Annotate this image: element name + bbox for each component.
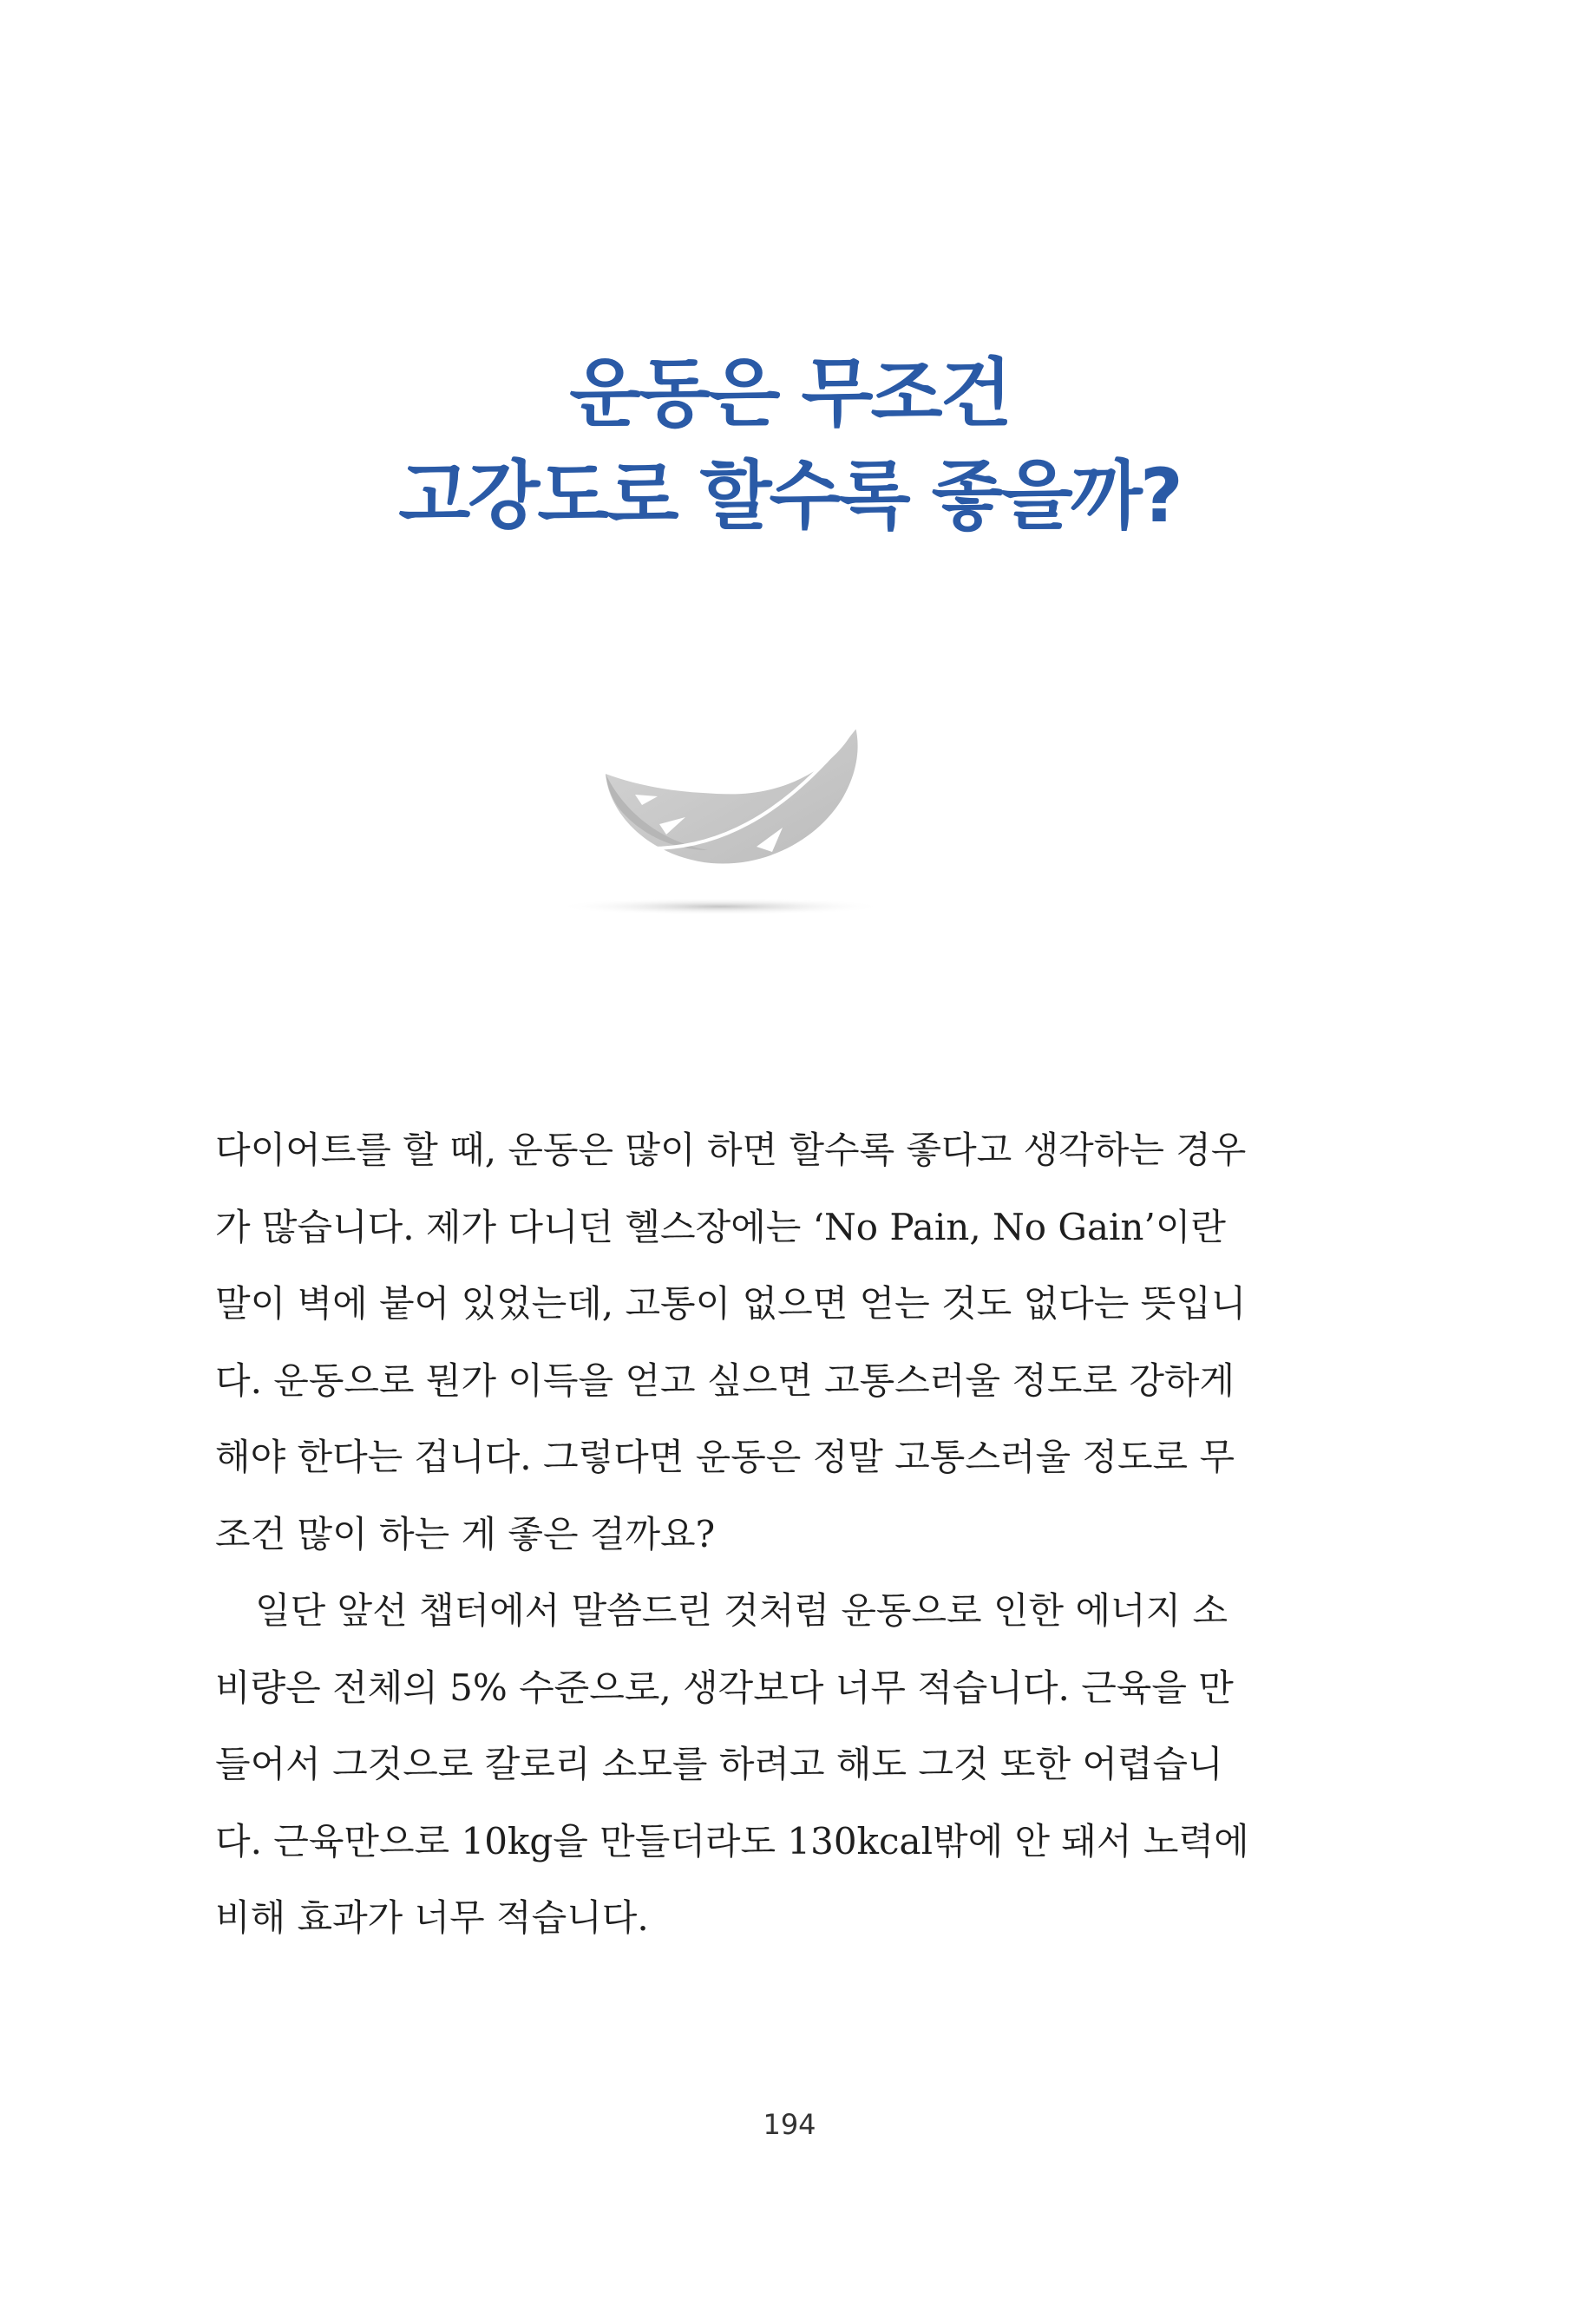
page-number: 194: [763, 2108, 816, 2141]
chapter-title: [0, 343, 1579, 547]
body-paragraph-2: 일단 앞선 챕터에서 말씀드린 것처럼 운동으로 인한 에너지 소비량은 전체의 5% 수준으로, 생각보다 너무 적습니다. 근육을 만들어서 그것으로 칼로리 소모를 하려고 해도 그것 또한 어렵습니다. 근육만으로 10kg을 만들더라도 130kcal밖에 안 돼서 노력에 비해 효과가 너무 적습니다.: [215, 1589, 1249, 1939]
feather-icon: [555, 720, 902, 937]
chapter-title-line-2: 고강도로 할수록 좋을까?: [398, 453, 1181, 540]
body-paragraph-1: 다이어트를 할 때, 운동은 많이 하면 할수록 좋다고 생각하는 경우가 많습니다. 제가 다니던 헬스장에는 ‘No Pain, No Gain’이란 말이 벽에 붙어 있었는데, 고통이 없으면 얻는 것도 없다는 뜻입니다. 운동으로 뭔가 이득을 얻고 싶으면 고통스러울 정도로 강하게 해야 한다는 겁니다. 그렇다면 운동은 정말 고통스러울 정도로 무조건 많이 하는 게 좋은 걸까요?: [215, 1129, 1247, 1555]
chapter-title-line-1: 운동은 무조건: [569, 350, 1010, 437]
body-text: [215, 1112, 1253, 1957]
